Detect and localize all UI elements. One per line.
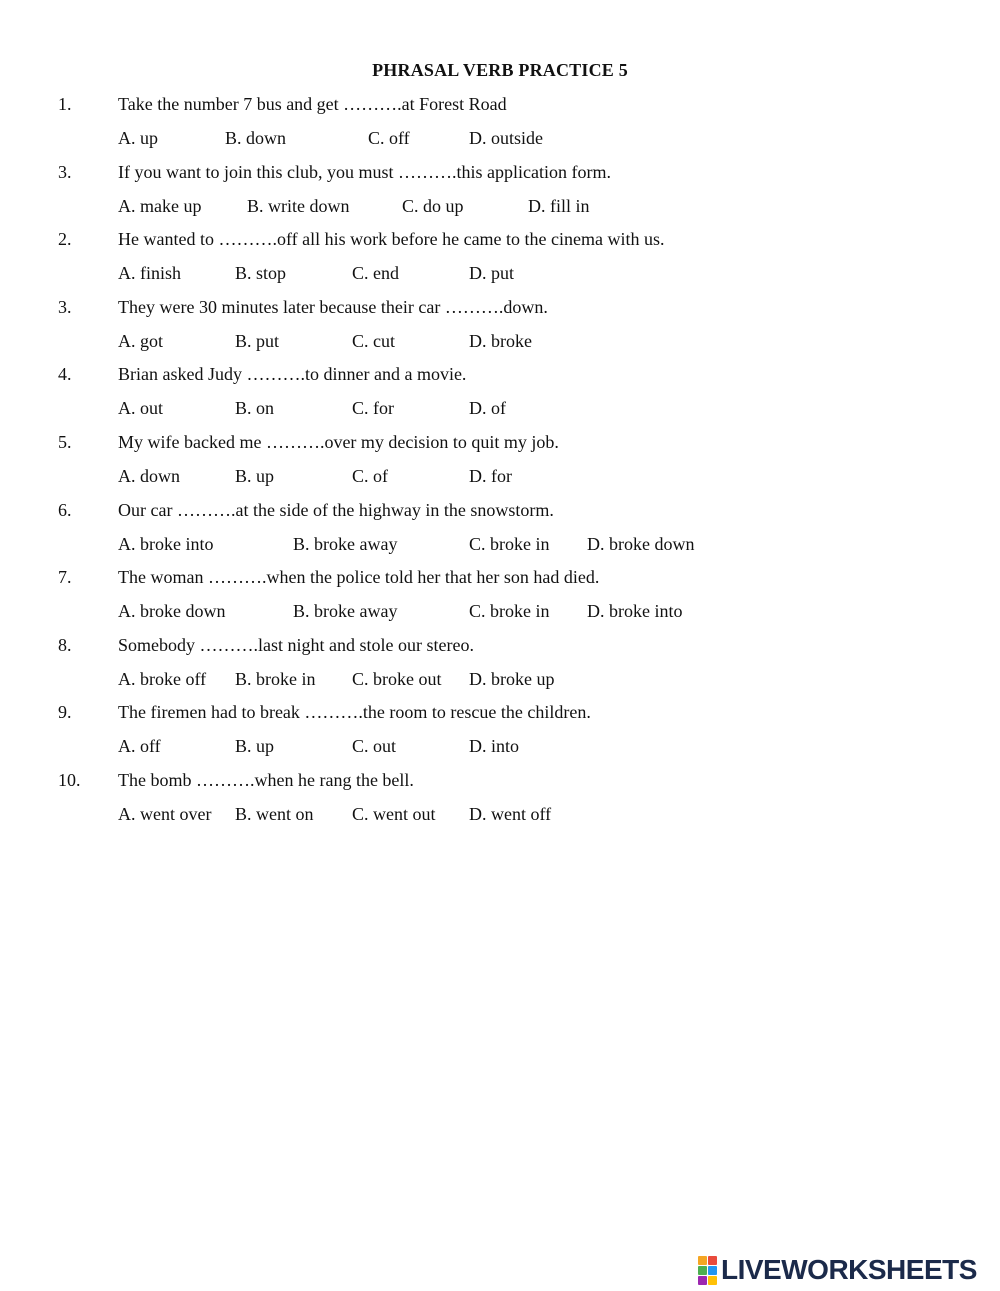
liveworksheets-logo: [698, 1255, 977, 1285]
option-b[interactable]: B. broke away: [293, 533, 398, 554]
logo-block: [708, 1266, 717, 1275]
question-stem: The bomb ……….when he rang the bell.: [118, 769, 414, 790]
question-item: [0, 700, 1000, 768]
question-list: [0, 92, 1000, 836]
logo-blocks-icon: [698, 1256, 717, 1285]
option-b[interactable]: B. put: [235, 330, 280, 351]
option-d[interactable]: D. went off: [469, 803, 552, 824]
option-c[interactable]: C. do up: [402, 195, 464, 216]
option-b[interactable]: B. broke in: [235, 668, 316, 689]
option-a[interactable]: A. finish: [118, 263, 181, 284]
options-row: [118, 599, 818, 623]
question-number: 3.: [58, 296, 72, 317]
question-stem: They were 30 minutes later because their car ……….down.: [118, 296, 548, 317]
options-row: [118, 261, 818, 285]
option-a[interactable]: A. broke off: [118, 668, 207, 689]
question-number: 1.: [58, 94, 72, 114]
logo-block: [698, 1266, 707, 1275]
option-c[interactable]: C. off: [368, 128, 410, 148]
options-row: [118, 464, 818, 488]
option-b[interactable]: B. up: [235, 465, 275, 486]
option-a[interactable]: A. off: [118, 736, 161, 757]
option-c[interactable]: C. end: [352, 263, 399, 284]
options-row: [118, 802, 818, 826]
option-a[interactable]: A. got: [118, 330, 163, 351]
question-number: 10.: [58, 769, 81, 790]
logo-block: [698, 1276, 707, 1285]
option-d[interactable]: D. put: [469, 263, 514, 284]
question-number: 7.: [58, 567, 72, 588]
option-c[interactable]: C. of: [352, 465, 388, 486]
question-item: [0, 160, 1000, 228]
option-d[interactable]: D. fill in: [528, 195, 590, 216]
question-stem: The woman ……….when the police told her that her son had died.: [118, 567, 600, 588]
options-row: [118, 532, 818, 556]
page-title: PHRASAL VERB PRACTICE 5: [372, 60, 628, 80]
logo-block: [698, 1256, 707, 1265]
options-row: [118, 734, 818, 758]
option-a[interactable]: A. out: [118, 398, 163, 419]
question-stem: Take the number 7 bus and get ……….at Forest Road: [118, 94, 507, 114]
question-stem: If you want to join this club, you must ……….this application form.: [118, 161, 611, 182]
option-b[interactable]: B. stop: [235, 263, 287, 284]
question-number: 9.: [58, 702, 72, 723]
option-b[interactable]: B. went on: [235, 803, 314, 824]
question-stem: Our car ……….at the side of the highway in the snowstorm.: [118, 499, 554, 520]
option-c[interactable]: C. for: [352, 398, 394, 419]
option-d[interactable]: D. of: [469, 398, 506, 419]
option-d[interactable]: D. broke: [469, 330, 532, 351]
option-c[interactable]: C. went out: [352, 803, 436, 824]
logo-block: [708, 1276, 717, 1285]
question-number: 5.: [58, 431, 72, 452]
option-a[interactable]: A. broke into: [118, 533, 214, 554]
question-item: [0, 768, 1000, 836]
option-b[interactable]: B. write down: [247, 195, 350, 216]
logo-block: [708, 1256, 717, 1265]
options-row: [118, 667, 818, 691]
question-number: 2.: [58, 229, 72, 250]
option-c[interactable]: C. broke in: [469, 533, 550, 554]
question-stem: Brian asked Judy ……….to dinner and a movie.: [118, 364, 467, 385]
question-stem: Somebody ……….last night and stole our stereo.: [118, 634, 474, 655]
question-item: [0, 227, 1000, 295]
question-number: 4.: [58, 364, 72, 385]
option-c[interactable]: C. broke in: [469, 601, 550, 622]
option-b[interactable]: B. on: [235, 398, 275, 419]
question-stem: My wife backed me ……….over my decision to quit my job.: [118, 431, 559, 452]
option-a[interactable]: A. down: [118, 465, 180, 486]
question-item: [0, 430, 1000, 498]
option-d[interactable]: D. outside: [469, 128, 543, 148]
options-row: [118, 126, 818, 150]
options-row: [118, 396, 818, 420]
option-a[interactable]: A. broke down: [118, 601, 226, 622]
option-a[interactable]: A. make up: [118, 195, 202, 216]
question-stem: He wanted to ……….off all his work before he came to the cinema with us.: [118, 229, 665, 250]
question-item: [0, 92, 1000, 160]
question-stem: The firemen had to break ……….the room to rescue the children.: [118, 702, 591, 723]
question-item: [0, 295, 1000, 363]
options-row: [118, 329, 818, 353]
option-b[interactable]: B. down: [225, 128, 287, 148]
option-d[interactable]: D. broke into: [587, 601, 683, 622]
question-number: 6.: [58, 499, 72, 520]
option-b[interactable]: B. broke away: [293, 601, 398, 622]
option-c[interactable]: C. out: [352, 736, 397, 757]
question-item: [0, 633, 1000, 701]
options-row: [118, 194, 818, 218]
option-c[interactable]: C. cut: [352, 330, 395, 351]
option-c[interactable]: C. broke out: [352, 668, 442, 689]
option-a[interactable]: A. up: [118, 128, 158, 148]
option-d[interactable]: D. for: [469, 465, 512, 486]
question-item: [0, 565, 1000, 633]
option-b[interactable]: B. up: [235, 736, 275, 757]
logo-text: LIVEWORKSHEETS: [721, 1254, 977, 1285]
question-number: 3.: [58, 161, 72, 182]
question-number: 8.: [58, 634, 72, 655]
option-a[interactable]: A. went over: [118, 803, 212, 824]
option-d[interactable]: D. broke down: [587, 533, 695, 554]
option-d[interactable]: D. broke up: [469, 668, 555, 689]
question-item: [0, 498, 1000, 566]
question-item: [0, 362, 1000, 430]
option-d[interactable]: D. into: [469, 736, 520, 757]
